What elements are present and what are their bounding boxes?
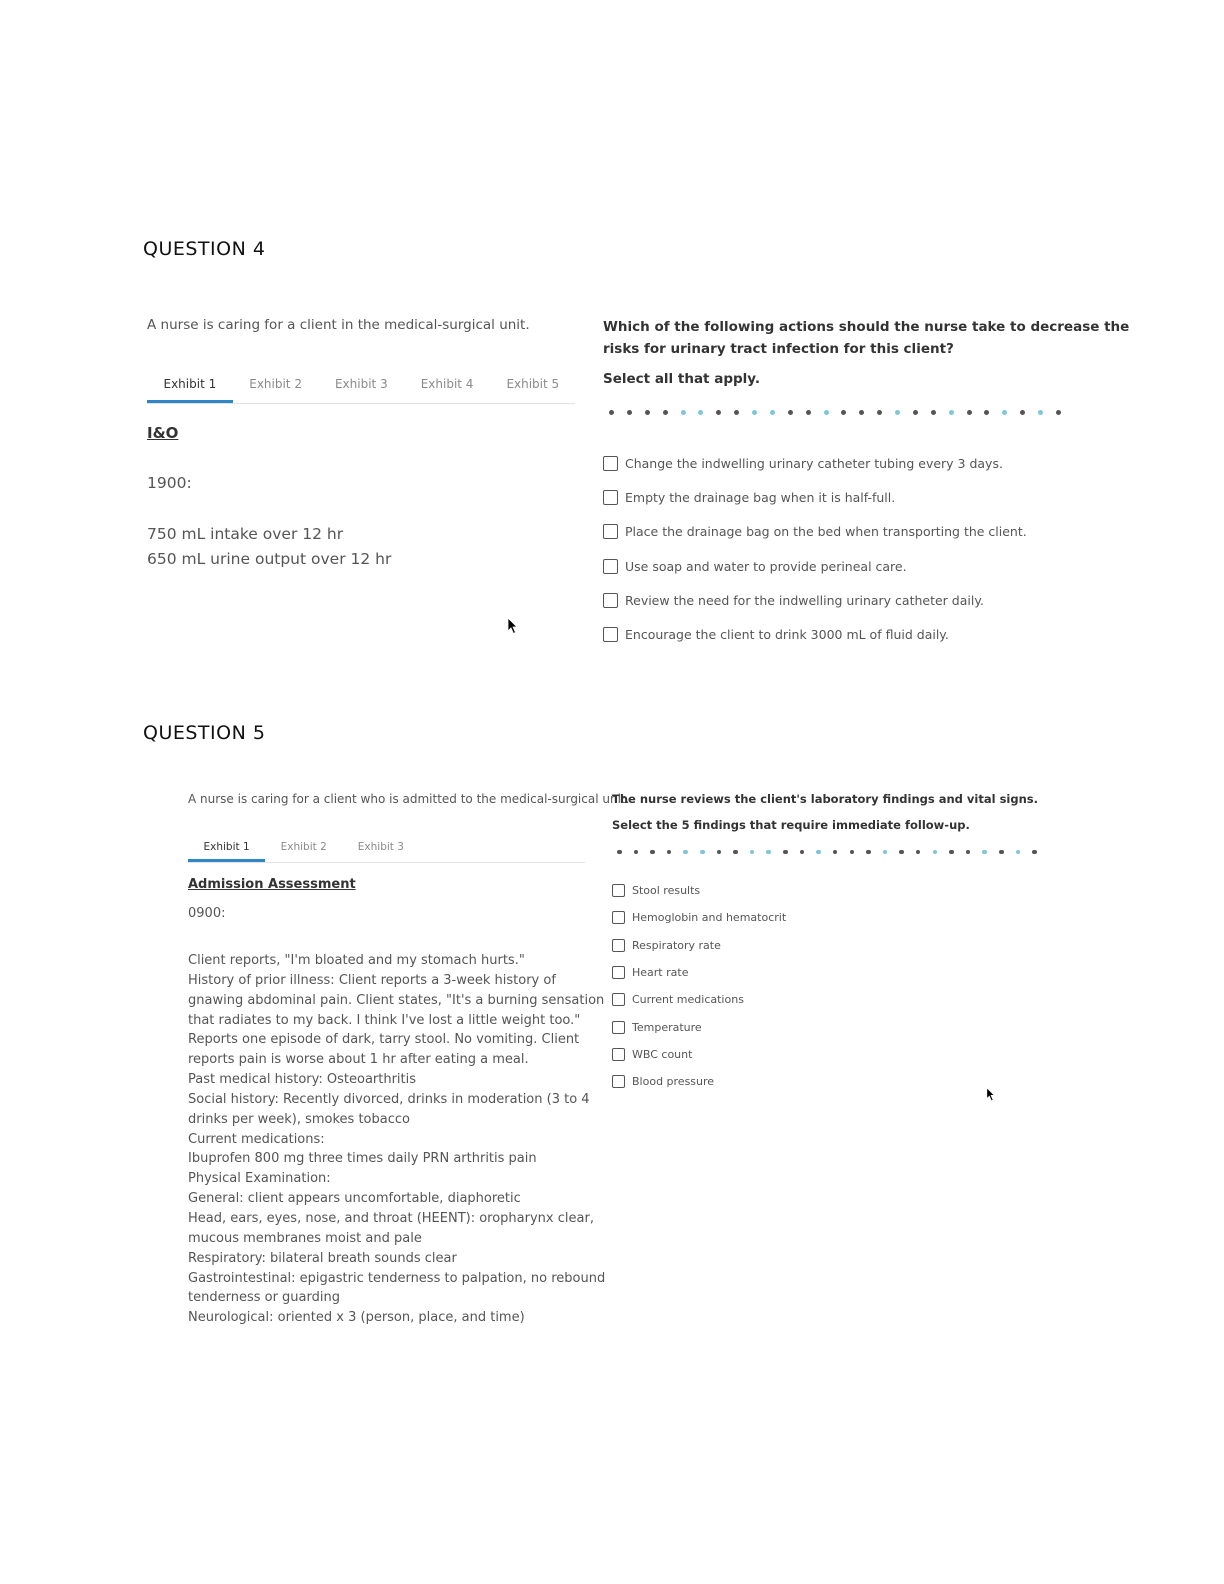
question-4-title: QUESTION 4: [143, 238, 266, 260]
option-row[interactable]: [603, 549, 1027, 583]
exhibit-line: Client reports, "I'm bloated and my stomach hurts.": [188, 953, 525, 968]
option-row[interactable]: [603, 583, 1027, 617]
divider-dot: [806, 410, 811, 415]
option-row[interactable]: [603, 515, 1027, 549]
option-label: Review the need for the indwelling urinary catheter daily.: [625, 592, 984, 608]
q5-intro: A nurse is caring for a client who is admitted to the medical-surgical unit.: [188, 792, 630, 806]
option-label: Encourage the client to drink 3000 mL of fluid daily.: [625, 627, 949, 643]
divider-dot: [681, 410, 686, 415]
divider-dot: [788, 410, 793, 415]
divider-dot: [883, 850, 888, 855]
option-label: Blood pressure: [632, 1075, 715, 1089]
divider-dot: [1032, 850, 1037, 855]
divider-dot: [663, 410, 668, 415]
option-row[interactable]: [612, 959, 786, 986]
divider-dot: [750, 850, 755, 855]
exhibit-line: Reports one episode of dark, tarry stool. No vomiting. Client: [188, 1032, 580, 1048]
q5-exhibit-body: [188, 951, 605, 1328]
mouse-pointer-icon: [986, 1087, 996, 1102]
checkbox[interactable]: [603, 490, 618, 505]
q4-time: 1900:: [147, 474, 192, 492]
divider-dot: [913, 410, 918, 415]
divider-dot: [833, 850, 838, 855]
divider-dot: [933, 850, 938, 855]
divider-dot: [1002, 410, 1007, 415]
divider-dot: [770, 410, 775, 415]
divider-dot: [617, 850, 622, 855]
option-row[interactable]: [612, 986, 786, 1013]
option-label: Change the indwelling urinary catheter tubing every 3 days.: [625, 455, 1003, 471]
exhibit-line: mucous membranes moist and pale: [188, 1230, 422, 1246]
tab-exhibit-3[interactable]: Exhibit 3: [357, 841, 404, 853]
exhibit-line: Gastrointestinal: epigastric tenderness to palpation, no rebound: [188, 1270, 606, 1286]
q4-options-list: [603, 446, 1027, 652]
q4-question-text: [603, 316, 1129, 360]
exhibit-line: Respiratory: bilateral breath sounds clear: [188, 1250, 457, 1266]
divider-dot: [698, 410, 703, 415]
option-label: Current medications: [632, 993, 744, 1007]
checkbox[interactable]: [612, 966, 625, 979]
option-label: Heart rate: [632, 966, 689, 980]
divider-dot: [634, 850, 639, 855]
divider-dot: [1020, 410, 1025, 415]
divider-dot: [716, 410, 721, 415]
q5-exhibit-tabs: [188, 834, 585, 863]
divider-dot: [717, 850, 722, 855]
checkbox[interactable]: [612, 1021, 625, 1034]
divider-dot: [667, 850, 672, 855]
option-row[interactable]: [612, 1013, 786, 1040]
option-label: Place the drainage bag on the bed when transporting the client.: [625, 524, 1027, 540]
divider-dot: [800, 850, 805, 855]
tab-exhibit-4[interactable]: Exhibit 4: [420, 377, 474, 391]
tab-exhibit-1[interactable]: Exhibit 1: [188, 834, 265, 862]
divider-dot: [982, 850, 987, 855]
option-label: Hemoglobin and hematocrit: [632, 911, 787, 925]
option-row[interactable]: [603, 617, 1027, 651]
exhibit-line: reports pain is worse about 1 hr after eating a meal.: [188, 1052, 529, 1068]
option-row[interactable]: [603, 446, 1027, 480]
exhibit-line: drinks per week), smokes tobacco: [188, 1111, 410, 1127]
exhibit-line: 650 mL urine output over 12 hr: [147, 550, 392, 568]
exhibit-line: Neurological: oriented x 3 (person, place, and time): [188, 1310, 525, 1326]
checkbox[interactable]: [612, 1075, 625, 1088]
option-row[interactable]: [603, 480, 1027, 514]
q5-exhibit-heading: Admission Assessment: [188, 877, 356, 892]
divider-dot: [627, 410, 632, 415]
divider-dot: [1038, 410, 1043, 415]
q4-dotted-divider: [609, 407, 1061, 417]
q4-exhibit-body: [147, 522, 391, 572]
divider-dot: [859, 410, 864, 415]
divider-dot: [733, 850, 738, 855]
option-row[interactable]: [612, 877, 786, 904]
q5-question-text: The nurse reviews the client's laboratory findings and vital signs.: [612, 792, 1038, 806]
checkbox[interactable]: [612, 884, 625, 897]
divider-dot: [931, 410, 936, 415]
checkbox[interactable]: [612, 939, 625, 952]
checkbox[interactable]: [612, 911, 625, 924]
divider-dot: [895, 410, 900, 415]
exhibit-line: 750 mL intake over 12 hr: [147, 525, 344, 543]
option-label: Use soap and water to provide perineal care.: [625, 558, 907, 574]
option-row[interactable]: [612, 932, 786, 959]
question-5-title: QUESTION 5: [143, 722, 266, 744]
divider-dot: [824, 410, 829, 415]
divider-dot: [984, 410, 989, 415]
divider-dot: [999, 850, 1004, 855]
option-label: Temperature: [632, 1020, 702, 1034]
q5-options-list: [612, 877, 786, 1095]
option-row[interactable]: [612, 1068, 786, 1095]
checkbox[interactable]: [612, 1048, 625, 1061]
q5-dotted-divider: [617, 848, 1037, 856]
divider-dot: [752, 410, 757, 415]
divider-dot: [816, 850, 821, 855]
divider-dot: [949, 410, 954, 415]
exhibit-line: that radiates to my back. I think I've lost a little weight too.": [188, 1012, 581, 1028]
divider-dot: [949, 850, 954, 855]
divider-dot: [766, 850, 771, 855]
tab-exhibit-1[interactable]: Exhibit 1: [147, 368, 233, 403]
tab-exhibit-5[interactable]: Exhibit 5: [506, 377, 560, 391]
divider-dot: [609, 410, 614, 415]
question-line: risks for urinary tract infection for this client?: [603, 341, 954, 357]
exhibit-line: General: client appears uncomfortable, diaphoretic: [188, 1191, 521, 1207]
divider-dot: [966, 850, 971, 855]
divider-dot: [1056, 410, 1061, 415]
option-label: Stool results: [632, 884, 701, 898]
divider-dot: [683, 850, 688, 855]
checkbox[interactable]: [603, 524, 618, 539]
option-label: WBC count: [632, 1047, 693, 1061]
exhibit-line: tenderness or guarding: [188, 1290, 340, 1306]
q4-intro: A nurse is caring for a client in the medical-surgical unit.: [147, 317, 530, 333]
tab-exhibit-2[interactable]: Exhibit 2: [280, 841, 327, 853]
exhibit-line: gnawing abdominal pain. Client states, "It's a burning sensation: [188, 992, 605, 1008]
q5-instruction: Select the 5 findings that require immediate follow-up.: [612, 818, 970, 832]
exhibit-line: Physical Examination:: [188, 1171, 331, 1187]
checkbox[interactable]: [603, 456, 618, 471]
exhibit-line: Past medical history: Osteoarthritis: [188, 1072, 417, 1088]
option-row[interactable]: [612, 904, 786, 931]
divider-dot: [841, 410, 846, 415]
exhibit-line: History of prior illness: Client reports a 3-week history of: [188, 972, 556, 988]
divider-dot: [967, 410, 972, 415]
tab-exhibit-3[interactable]: Exhibit 3: [334, 377, 388, 391]
divider-dot: [734, 410, 739, 415]
checkbox[interactable]: [603, 593, 618, 608]
mouse-pointer-icon: [507, 617, 519, 635]
exhibit-line: Social history: Recently divorced, drinks in moderation (3 to 4: [188, 1091, 590, 1107]
divider-dot: [916, 850, 921, 855]
divider-dot: [650, 850, 655, 855]
divider-dot: [866, 850, 871, 855]
checkbox[interactable]: [612, 993, 625, 1006]
q4-exhibit-tabs: [147, 368, 575, 404]
q4-instruction: Select all that apply.: [603, 371, 760, 387]
divider-dot: [899, 850, 904, 855]
checkbox[interactable]: [603, 559, 618, 574]
option-label: Respiratory rate: [632, 938, 721, 952]
exhibit-line: Head, ears, eyes, nose, and throat (HEENT): oropharynx clear,: [188, 1210, 594, 1226]
divider-dot: [783, 850, 788, 855]
checkbox[interactable]: [603, 627, 618, 642]
exhibit-line: Ibuprofen 800 mg three times daily PRN arthritis pain: [188, 1151, 537, 1167]
divider-dot: [700, 850, 705, 855]
divider-dot: [850, 850, 855, 855]
divider-dot: [645, 410, 650, 415]
exhibit-line: Current medications:: [188, 1131, 325, 1147]
divider-dot: [877, 410, 882, 415]
tab-exhibit-2[interactable]: Exhibit 2: [249, 377, 302, 391]
option-label: Empty the drainage bag when it is half-full.: [625, 489, 896, 505]
q4-exhibit-heading: I&O: [147, 424, 179, 442]
q5-time: 0900:: [188, 906, 226, 921]
divider-dot: [1016, 850, 1021, 855]
option-row[interactable]: [612, 1041, 786, 1068]
question-line: Which of the following actions should the nurse take to decrease the: [603, 319, 1130, 335]
